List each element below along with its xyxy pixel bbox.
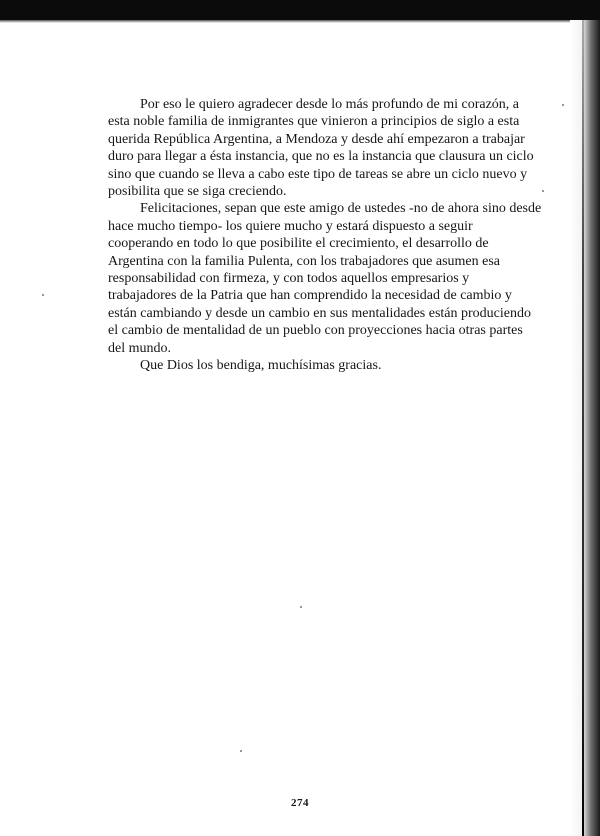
text-line: Que Dios los bendiga, muchísimas gracias. [140, 358, 382, 374]
scan-binding-line [582, 20, 584, 836]
text-line: Por eso le quiero agradecer desde lo más profundo de mi corazón, a [140, 97, 520, 112]
paragraph-2 [108, 200, 542, 357]
text-line: hace mucho tiempo- los quiere mucho y estará dispuesto a seguir [108, 218, 473, 234]
paragraph-1 [108, 96, 534, 200]
text-line: sino que cuando se lleva a cabo este tipo de tareas se abre un ciclo nuevo y [108, 166, 528, 182]
scan-top-shadow [0, 20, 600, 23]
scan-speck [562, 104, 564, 106]
paragraph-3 [108, 357, 528, 374]
scan-speck [542, 190, 544, 192]
document-body [108, 96, 542, 375]
text-line: cooperando en todo lo que posibilite el crecimiento, el desarrollo de [108, 236, 489, 252]
text-line: Argentina con la familia Pulenta, con los trabajadores que asumen esa [108, 253, 500, 269]
scan-right-edge [570, 20, 600, 836]
text-line: duro para llegar a ésta instancia, que no es la instancia que clausura un ciclo [108, 149, 534, 165]
page-number: 274 [291, 797, 309, 809]
text-line: responsabilidad con firmeza, y con todos aquellos empresarios y [108, 271, 470, 287]
scan-speck [300, 606, 302, 608]
text-line: querida República Argentina, a Mendoza y desde ahí empezaron a trabajar [108, 131, 525, 147]
scan-speck [240, 750, 242, 752]
text-line: el cambio de mentalidad de un pueblo con proyecciones hacia otras partes [108, 323, 523, 339]
scan-speck [42, 294, 44, 296]
text-line: posibilita que se siga creciendo. [108, 184, 287, 200]
text-line: Felicitaciones, sepan que este amigo de ustedes -no de ahora sino desde [140, 201, 542, 217]
text-line: trabajadores de la Patria que han comprendido la necesidad de cambio y [108, 288, 512, 304]
text-line: esta noble familia de inmigrantes que vinieron a principios de siglo a esta [108, 114, 520, 130]
text-line: del mundo. [108, 340, 171, 356]
scan-top-border [0, 0, 600, 20]
text-line: están cambiando y desde un cambio en sus mentalidades están produciendo [108, 305, 531, 321]
